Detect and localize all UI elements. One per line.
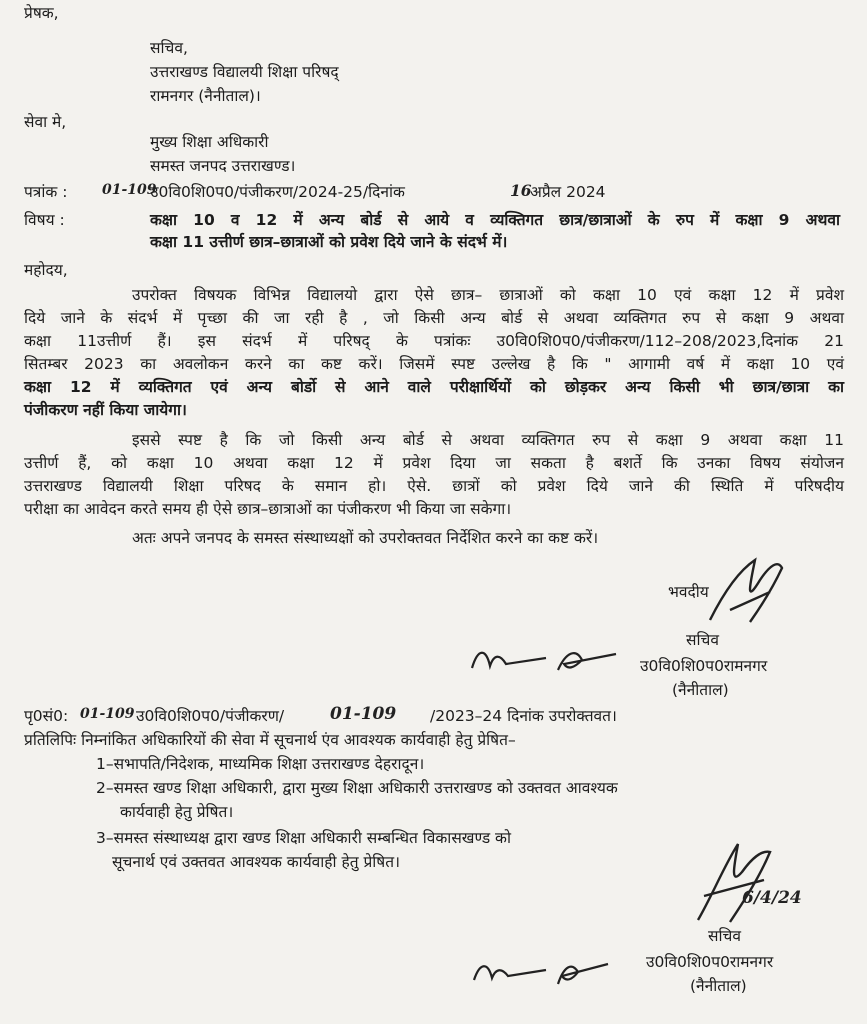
paragraph-2-line-3: उत्तराखण्ड विद्यालयी शिक्षा परिषद के समान हो। ऐसे. छात्रों को प्रवेश दिये जाने की स्थिति में परिषदीय [24,477,844,495]
signature-scribble-2 [690,836,780,926]
paragraph-2-line-4: परीक्षा का आवेदन करते समय ही ऐसे छात्र–छात्राओं का पंजीकरण भी किया जा सकेगा। [24,500,512,518]
endorsement-text-1: उ0वि0शि0प0/पंजीकरण/ [136,707,285,725]
recipient-area: समस्त जनपद उत्तराखण्ड। [150,157,296,175]
paragraph-1-line-6: पंजीकरण नहीं किया जायेगा। [24,401,187,419]
paragraph-3: अतः अपने जनपद के समस्त संस्थाध्यक्षों को उपरोक्तवत निर्देशित करने का कष्ट करें। [132,529,599,547]
paragraph-1-line-2: दिये जाने के संदर्भ में पृच्छा की जा रही है , जो किसी अन्य बोर्ड से अथवा व्यक्तिगत रुप से कक्षा 9 अथवा [24,309,844,327]
copy-to-line: प्रतिलिपिः निम्नांकित अधिकारियों की सेवा में सूचनार्थ एंव आवश्यक कार्यवाही हेतु प्रेषित– [24,731,516,749]
subject-line-1: कक्षा 10 व 12 में अन्य बोर्ड से आये व व्यक्तिगत छात्र/छात्राओं के रुप में कक्षा 9 अथवा [150,211,840,229]
copy-item-2-line-1: 2–समस्त खण्ड शिक्षा अधिकारी, द्वारा मुख्य शिक्षा अधिकारी उत्तराखण्ड को उक्तवत आवश्यक [96,779,618,797]
signature-scribble-1 [700,550,790,630]
reference-date-day: 16 [510,181,532,200]
paragraph-2-line-1: इससे स्पष्ट है कि जो किसी अन्य बोर्ड से अथवा व्यक्तिगत रुप से कक्षा 9 अथवा कक्षा 11 [132,431,844,449]
endorsement-handwritten-number-1: 01-109 [80,706,135,722]
paragraph-1-line-3: कक्षा 11उत्तीर्ण हैं। इस संदर्भ में परिषद् के पत्रांकः उ0वि0शि0प0/पंजीकरण/112–208/2023,दिनांक 21 [24,332,844,350]
reference-handwritten-number: 01-109 [102,182,157,198]
paragraph-1-line-1: उपरोक्त विषयक विभिन्न विद्यालयो द्वारा ऐसे छात्र– छात्राओं को कक्षा 10 एवं कक्षा 12 में प्रवेश [132,286,844,304]
signatory-office-1: उ0वि0शि0प0रामनगर [640,657,768,675]
sender-title: सचिव, [150,39,188,57]
signature-2-handwritten-date: 6/4/24 [742,888,802,908]
reference-text: उ0वि0शि0प0/पंजीकरण/2024-25/दिनांक [150,183,405,201]
closing-bhavdiya: भवदीय [668,583,709,601]
paragraph-1-line-5: कक्षा 12 में व्यक्तिगत एवं अन्य बोर्डो से आने वाले परीक्षार्थियों को छोड़कर अन्य किसी भी छात्र/छात्रा का [24,378,844,396]
copy-item-2-line-2: कार्यवाही हेतु प्रेषित। [120,803,234,821]
salutation: महोदय, [24,261,68,279]
sender-label: प्रेषक, [24,4,59,22]
reference-date: अप्रैल 2024 [530,183,606,201]
copy-item-3-line-2: सूचनार्थ एवं उक्तवत आवश्यक कार्यवाही हेतु प्रेषित। [112,853,400,871]
signatory-title-1: सचिव [686,631,719,649]
reference-label: पत्रांक : [24,183,68,201]
paragraph-1-line-4: सितम्बर 2023 का अवलोकन करने का कष्ट करें। जिसमें स्पष्ट उल्लेख है कि " आगामी वर्ष में कक्षा 10 एवं [24,355,844,373]
subject-line-2: कक्षा 11 उत्तीर्ण छात्र–छात्राओं को प्रवेश दिये जाने के संदर्भ में। [150,233,508,251]
signatory-title-2: सचिव [708,927,741,945]
signatory-office-2: उ0वि0शि0प0रामनगर [646,953,774,971]
paragraph-2-line-2: उत्तीर्ण हैं, को कक्षा 10 अथवा कक्षा 12 में प्रवेश दिया जा सकता है बशर्ते कि उनका विषय संयोजन [24,454,844,472]
sender-location: रामनगर (नैनीताल)। [150,87,261,105]
recipient-label: सेवा मे, [24,113,67,131]
endorsement-text-2: /2023–24 दिनांक उपरोक्तवत। [430,707,617,725]
recipient-title: मुख्य शिक्षा अधिकारी [150,133,269,151]
endorsement-handwritten-number-2: 01-109 [330,704,397,724]
initials-scribble-2 [468,954,618,994]
sender-organization: उत्तराखण्ड विद्यालयी शिक्षा परिषद् [150,63,339,81]
subject-label: विषय : [24,211,65,229]
initials-scribble-1 [466,640,626,680]
copy-item-3-line-1: 3–समस्त संस्थाध्यक्ष द्वारा खण्ड शिक्षा अधिकारी सम्बन्धित विकासखण्ड को [96,829,511,847]
signatory-place-2: (नैनीताल) [690,977,747,995]
endorsement-label: पृ0सं0: [24,707,69,725]
signatory-place-1: (नैनीताल) [672,681,729,699]
copy-item-1: 1–सभापति/निदेशक, माध्यमिक शिक्षा उत्तराखण्ड देहरादून। [96,755,425,773]
